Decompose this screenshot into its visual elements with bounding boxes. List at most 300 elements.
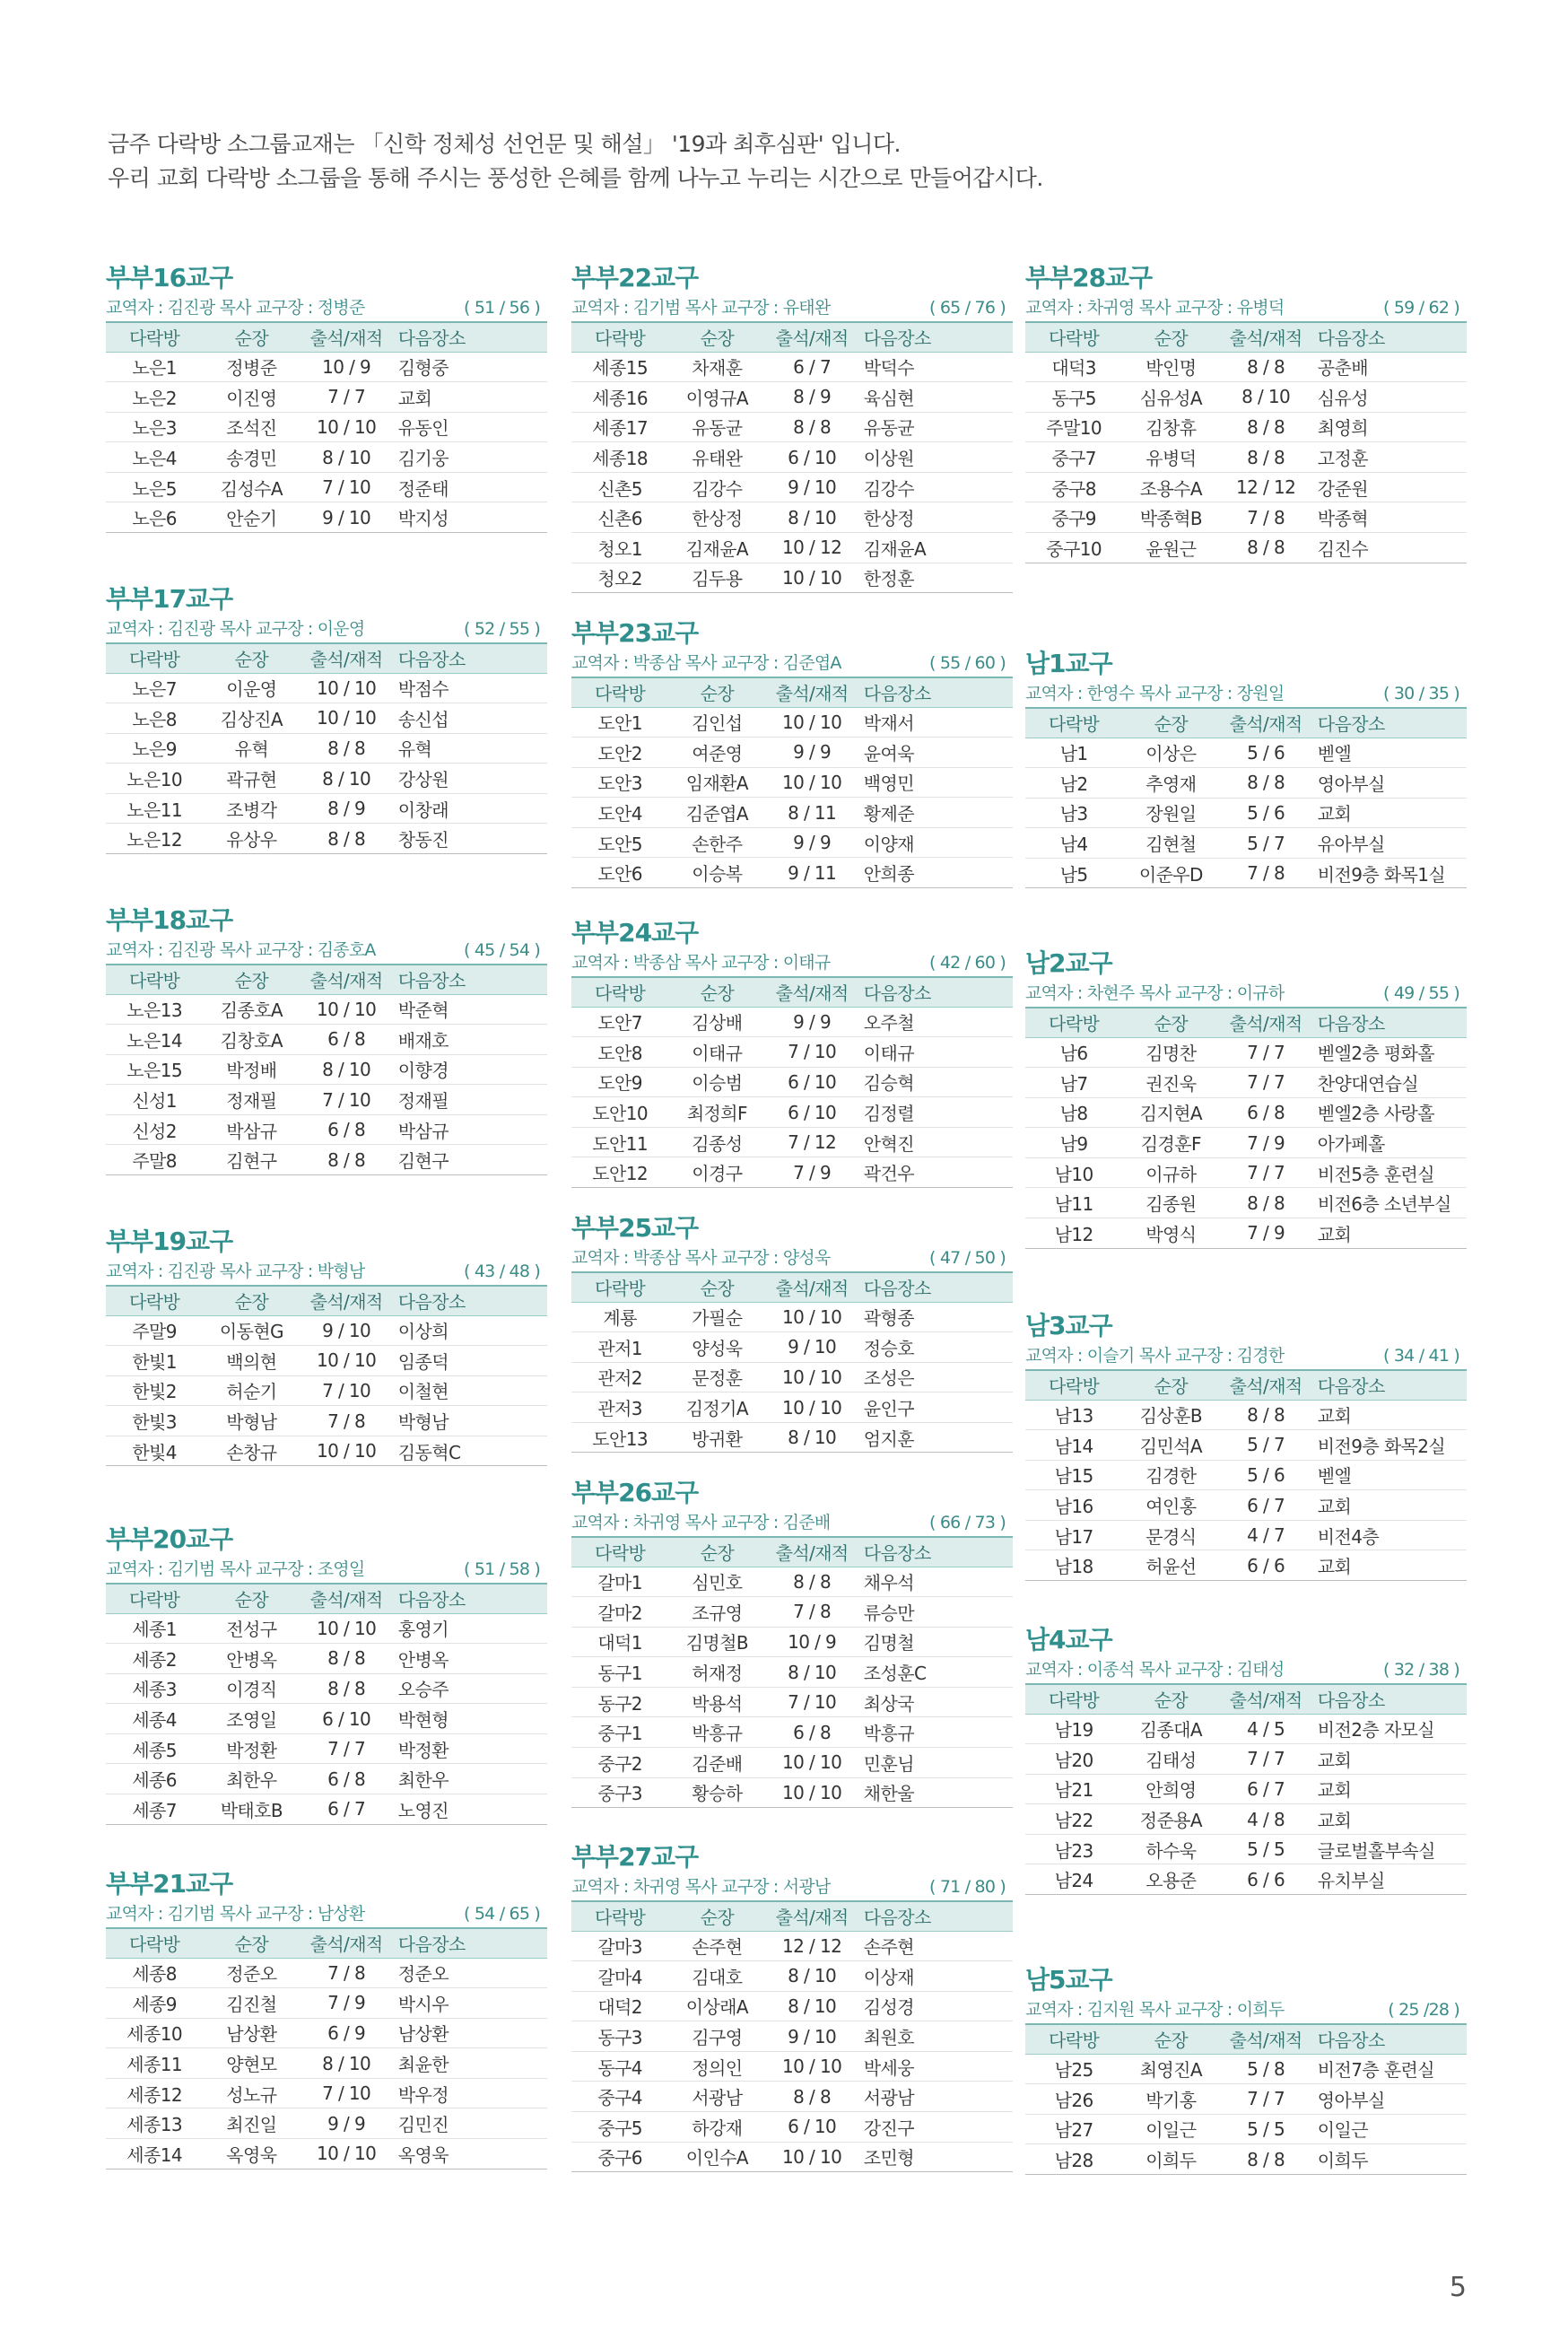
table-cell: 박삼규 bbox=[393, 1114, 547, 1145]
table-cell: 교회 bbox=[1312, 1774, 1467, 1804]
table-cell: 10 / 9 bbox=[300, 352, 392, 382]
table-cell: 여준영 bbox=[668, 738, 765, 768]
table-row bbox=[1025, 1400, 1467, 1430]
table-cell: 7 / 9 bbox=[765, 1157, 858, 1188]
table-cell: 손한주 bbox=[668, 827, 765, 858]
table-cell: 도안8 bbox=[571, 1037, 668, 1068]
column-header: 다음장소 bbox=[393, 1286, 547, 1315]
table-row bbox=[106, 733, 547, 764]
table-cell: 비전7층 훈련실 bbox=[1312, 2054, 1467, 2084]
table-row bbox=[571, 352, 1013, 382]
table-row bbox=[106, 502, 547, 533]
table-cell: 남상환 bbox=[203, 2018, 300, 2048]
table-cell: 엄지훈 bbox=[858, 1422, 1013, 1453]
table-cell: 8 / 10 bbox=[1219, 382, 1311, 413]
table-row bbox=[1025, 1804, 1467, 1835]
table-cell: 주말8 bbox=[106, 1145, 203, 1175]
column-header: 순장 bbox=[1122, 1370, 1219, 1400]
table-header-row bbox=[571, 977, 1013, 1007]
table-cell: 남15 bbox=[1025, 1460, 1122, 1490]
table-row bbox=[106, 1673, 547, 1704]
table-cell: 8 / 11 bbox=[765, 798, 858, 828]
table-cell: 김현구 bbox=[203, 1145, 300, 1175]
intro-text bbox=[108, 127, 1453, 196]
table-cell: 계룡 bbox=[571, 1302, 668, 1332]
table-cell: 강상원 bbox=[393, 764, 547, 794]
table-row bbox=[571, 1567, 1013, 1597]
table-cell: 교회 bbox=[1312, 1804, 1467, 1835]
table-cell: 황제준 bbox=[858, 798, 1013, 828]
table-cell: 8 / 8 bbox=[300, 733, 392, 764]
table-cell: 남16 bbox=[1025, 1490, 1122, 1521]
table-row bbox=[1025, 828, 1467, 859]
column-header: 출석/재적 bbox=[300, 1286, 392, 1315]
column-header: 출석/재적 bbox=[765, 1901, 858, 1931]
table-cell: 10 / 10 bbox=[765, 707, 858, 738]
table-cell: 김재윤A bbox=[858, 533, 1013, 563]
column-header: 다음장소 bbox=[393, 643, 547, 673]
table-cell: 김경훈F bbox=[1122, 1128, 1219, 1158]
table-row bbox=[106, 994, 547, 1025]
table-row bbox=[106, 703, 547, 734]
table-cell: 대덕2 bbox=[571, 1991, 668, 2021]
table-cell: 4 / 5 bbox=[1219, 1714, 1311, 1744]
table-cell: 정의인 bbox=[668, 2051, 765, 2082]
table-row bbox=[571, 1362, 1013, 1392]
table-row bbox=[106, 2018, 547, 2048]
column-header: 출석/재적 bbox=[1219, 1008, 1311, 1037]
attendance-total: ( 42 / 60 ) bbox=[929, 953, 1006, 973]
parish-title: 부부21교구 bbox=[106, 1869, 233, 1899]
table-cell: 8 / 8 bbox=[300, 1145, 392, 1175]
table-cell: 7 / 10 bbox=[765, 1687, 858, 1717]
table-cell: 8 / 8 bbox=[1219, 2144, 1311, 2175]
table-cell: 7 / 8 bbox=[765, 1597, 858, 1628]
table-cell: 최정희F bbox=[668, 1097, 765, 1128]
table-cell: 이태규 bbox=[668, 1037, 765, 1068]
table-row bbox=[106, 412, 547, 442]
parish-title: 부부18교구 bbox=[106, 905, 233, 935]
parish-staff: 교역자 : 이슬기 목사 교구장 : 김경한 bbox=[1025, 1346, 1285, 1366]
table-row bbox=[1025, 352, 1467, 382]
attendance-table bbox=[1025, 1369, 1467, 1581]
table-cell: 박종혁B bbox=[1122, 502, 1219, 533]
table-cell: 김강수 bbox=[858, 472, 1013, 502]
table-cell: 이운영 bbox=[203, 673, 300, 703]
table-cell: 세종18 bbox=[571, 442, 668, 473]
table-cell: 김종대A bbox=[1122, 1714, 1219, 1744]
column-header: 다락방 bbox=[106, 1928, 203, 1958]
table-cell: 노은13 bbox=[106, 994, 203, 1025]
table-row bbox=[571, 1067, 1013, 1097]
attendance-table bbox=[1025, 1007, 1467, 1249]
table-cell: 박흥규 bbox=[668, 1717, 765, 1748]
table-cell: 8 / 8 bbox=[1219, 768, 1311, 799]
table-cell: 남8 bbox=[1025, 1097, 1122, 1128]
table-row bbox=[571, 563, 1013, 593]
table-cell: 김동혁C bbox=[393, 1436, 547, 1466]
table-cell: 조석진 bbox=[203, 412, 300, 442]
table-cell: 유혁 bbox=[393, 733, 547, 764]
table-cell: 강진구 bbox=[858, 2112, 1013, 2143]
parish-block bbox=[106, 1523, 547, 1825]
table-row bbox=[106, 1145, 547, 1175]
table-cell: 박인명 bbox=[1122, 352, 1219, 382]
table-cell: 6 / 10 bbox=[765, 1067, 858, 1097]
table-cell: 7 / 8 bbox=[300, 1958, 392, 1988]
table-cell: 7 / 8 bbox=[1219, 858, 1311, 888]
table-cell: 유아부실 bbox=[1312, 828, 1467, 859]
table-cell: 10 / 10 bbox=[765, 1362, 858, 1392]
table-cell: 이영규A bbox=[668, 382, 765, 413]
table-cell: 8 / 8 bbox=[765, 1567, 858, 1597]
table-cell: 9 / 9 bbox=[765, 1007, 858, 1037]
column-header: 다락방 bbox=[106, 322, 203, 352]
table-cell: 7 / 8 bbox=[1219, 502, 1311, 533]
table-row bbox=[1025, 1188, 1467, 1218]
table-cell: 10 / 10 bbox=[765, 1302, 858, 1332]
table-cell: 남3 bbox=[1025, 798, 1122, 828]
table-cell: 유동균 bbox=[858, 412, 1013, 442]
parish-meta bbox=[1025, 1342, 1467, 1369]
table-row bbox=[571, 798, 1013, 828]
table-row bbox=[571, 1991, 1013, 2021]
table-cell: 10 / 10 bbox=[300, 673, 392, 703]
table-cell: 윤원근 bbox=[1122, 533, 1219, 563]
table-cell: 6 / 10 bbox=[300, 1704, 392, 1734]
column-header: 다락방 bbox=[571, 1901, 668, 1931]
table-cell: 차재훈 bbox=[668, 352, 765, 382]
table-header-row bbox=[106, 965, 547, 994]
table-cell: 비전4층 bbox=[1312, 1520, 1467, 1550]
table-cell: 5 / 6 bbox=[1219, 738, 1311, 768]
table-row bbox=[571, 2082, 1013, 2112]
table-row bbox=[1025, 2114, 1467, 2144]
table-cell: 주말9 bbox=[106, 1315, 203, 1346]
table-cell: 교회 bbox=[1312, 798, 1467, 828]
table-row bbox=[571, 707, 1013, 738]
parish-staff: 교역자 : 김기범 목사 교구장 : 남상환 bbox=[106, 1904, 365, 1924]
table-cell: 교회 bbox=[393, 382, 547, 413]
table-cell: 유태완 bbox=[668, 442, 765, 473]
table-cell: 세종2 bbox=[106, 1644, 203, 1674]
table-cell: 7 / 7 bbox=[1219, 1037, 1311, 1068]
table-cell: 이동현G bbox=[203, 1315, 300, 1346]
table-cell: 조영일 bbox=[203, 1704, 300, 1734]
table-cell: 7 / 7 bbox=[300, 382, 392, 413]
table-row bbox=[571, 1961, 1013, 1992]
table-cell: 6 / 7 bbox=[1219, 1490, 1311, 1521]
table-cell: 노은9 bbox=[106, 733, 203, 764]
table-cell: 이희두 bbox=[1122, 2144, 1219, 2175]
table-cell: 한빛3 bbox=[106, 1406, 203, 1436]
table-cell: 문정훈 bbox=[668, 1362, 765, 1392]
attendance-total: ( 34 / 41 ) bbox=[1383, 1346, 1459, 1366]
table-header-row bbox=[106, 1286, 547, 1315]
table-cell: 중구10 bbox=[1025, 533, 1122, 563]
table-cell: 노은10 bbox=[106, 764, 203, 794]
table-cell: 4 / 7 bbox=[1219, 1520, 1311, 1550]
table-cell: 도안7 bbox=[571, 1007, 668, 1037]
table-row bbox=[1025, 1430, 1467, 1461]
table-row bbox=[571, 1687, 1013, 1717]
parish-staff: 교역자 : 김진광 목사 교구장 : 김종호A bbox=[106, 940, 376, 960]
attendance-table bbox=[106, 964, 547, 1175]
table-header-row bbox=[571, 677, 1013, 707]
table-header-row bbox=[1025, 1008, 1467, 1037]
table-cell: 박우정 bbox=[393, 2078, 547, 2108]
table-cell: 남6 bbox=[1025, 1037, 1122, 1068]
column-header: 출석/재적 bbox=[300, 1928, 392, 1958]
table-cell: 벧엘 bbox=[1312, 738, 1467, 768]
table-cell: 10 / 10 bbox=[300, 1613, 392, 1644]
table-row bbox=[106, 1315, 547, 1346]
table-cell: 교회 bbox=[1312, 1490, 1467, 1521]
table-cell: 김지현A bbox=[1122, 1097, 1219, 1128]
table-cell: 세종13 bbox=[106, 2108, 203, 2139]
table-cell: 김정렬 bbox=[858, 1097, 1013, 1128]
table-cell: 남27 bbox=[1025, 2114, 1122, 2144]
table-row bbox=[1025, 1834, 1467, 1864]
column-header: 순장 bbox=[668, 322, 765, 352]
table-cell: 6 / 10 bbox=[765, 442, 858, 473]
table-row bbox=[571, 533, 1013, 563]
column-header: 다음장소 bbox=[858, 1901, 1013, 1931]
table-cell: 10 / 10 bbox=[765, 563, 858, 593]
table-cell: 이인수A bbox=[668, 2142, 765, 2172]
table-cell: 중구8 bbox=[1025, 472, 1122, 502]
table-cell: 10 / 10 bbox=[765, 1748, 858, 1778]
table-row bbox=[106, 382, 547, 413]
table-cell: 갈마3 bbox=[571, 1931, 668, 1961]
table-cell: 서광남 bbox=[668, 2082, 765, 2112]
table-cell: 세종4 bbox=[106, 1704, 203, 1734]
parish-staff: 교역자 : 김기범 목사 교구장 : 유태완 bbox=[571, 298, 831, 318]
table-cell: 권진욱 bbox=[1122, 1068, 1219, 1098]
table-row bbox=[106, 1794, 547, 1825]
parish-staff: 교역자 : 박종삼 목사 교구장 : 이태규 bbox=[571, 953, 831, 973]
table-cell: 성노규 bbox=[203, 2078, 300, 2108]
table-row bbox=[106, 824, 547, 854]
table-cell: 손창규 bbox=[203, 1436, 300, 1466]
table-header-row bbox=[571, 1901, 1013, 1931]
table-row bbox=[571, 767, 1013, 798]
parish-block bbox=[571, 262, 1013, 593]
column-header: 다음장소 bbox=[393, 965, 547, 994]
column-header: 다락방 bbox=[1025, 708, 1122, 738]
table-cell: 이희두 bbox=[1312, 2144, 1467, 2175]
table-cell: 10 / 10 bbox=[765, 1777, 858, 1808]
table-cell: 김성수A bbox=[203, 472, 300, 502]
table-header-row bbox=[571, 322, 1013, 352]
table-cell: 남9 bbox=[1025, 1128, 1122, 1158]
column-header: 다락방 bbox=[1025, 1008, 1122, 1037]
table-cell: 청오2 bbox=[571, 563, 668, 593]
table-cell: 아가페홀 bbox=[1312, 1128, 1467, 1158]
table-cell: 9 / 10 bbox=[765, 472, 858, 502]
table-cell: 10 / 10 bbox=[300, 412, 392, 442]
table-row bbox=[1025, 1550, 1467, 1581]
table-cell: 서광남 bbox=[858, 2082, 1013, 2112]
attendance-total: ( 71 / 80 ) bbox=[929, 1877, 1006, 1897]
table-row bbox=[106, 2108, 547, 2139]
table-row bbox=[106, 1375, 547, 1406]
attendance-table bbox=[571, 321, 1013, 593]
table-row bbox=[571, 738, 1013, 768]
column-header: 순장 bbox=[203, 643, 300, 673]
table-cell: 옥영욱 bbox=[203, 2139, 300, 2169]
table-cell: 세종1 bbox=[106, 1613, 203, 1644]
table-cell: 박형남 bbox=[393, 1406, 547, 1436]
column-header: 다락방 bbox=[106, 1584, 203, 1613]
column-header: 출석/재적 bbox=[765, 677, 858, 707]
table-row bbox=[571, 1777, 1013, 1808]
table-cell: 김창휴 bbox=[1122, 412, 1219, 442]
table-cell: 7 / 10 bbox=[765, 1037, 858, 1068]
table-cell: 이창래 bbox=[393, 793, 547, 824]
table-cell: 김형중 bbox=[393, 352, 547, 382]
table-cell: 8 / 8 bbox=[1219, 352, 1311, 382]
parish-block bbox=[571, 617, 1013, 888]
table-cell: 공춘배 bbox=[1312, 352, 1467, 382]
table-row bbox=[106, 1988, 547, 2019]
column-header: 다락방 bbox=[106, 643, 203, 673]
table-cell: 7 / 7 bbox=[1219, 1157, 1311, 1188]
parish-block bbox=[571, 1212, 1013, 1453]
table-cell: 동구2 bbox=[571, 1687, 668, 1717]
table-row bbox=[1025, 1864, 1467, 1895]
table-header-row bbox=[106, 322, 547, 352]
table-cell: 손주현 bbox=[858, 1931, 1013, 1961]
parish-title: 부부19교구 bbox=[106, 1227, 233, 1256]
table-cell: 최영희 bbox=[1312, 412, 1467, 442]
table-cell: 남5 bbox=[1025, 858, 1122, 888]
table-cell: 관저3 bbox=[571, 1392, 668, 1423]
table-cell: 6 / 7 bbox=[1219, 1774, 1311, 1804]
table-cell: 김진철 bbox=[203, 1988, 300, 2019]
table-cell: 9 / 9 bbox=[300, 2108, 392, 2139]
table-cell: 김명철 bbox=[858, 1627, 1013, 1657]
parish-title: 부부17교구 bbox=[106, 584, 233, 614]
parish-meta bbox=[571, 1244, 1013, 1271]
parish-staff: 교역자 : 차현주 목사 교구장 : 이규하 bbox=[1025, 983, 1285, 1003]
table-cell: 문경식 bbox=[1122, 1520, 1219, 1550]
table-row bbox=[106, 2078, 547, 2108]
table-row bbox=[571, 382, 1013, 413]
table-cell: 남2 bbox=[1025, 768, 1122, 799]
table-cell: 8 / 10 bbox=[300, 2048, 392, 2079]
table-cell: 도안9 bbox=[571, 1067, 668, 1097]
table-cell: 김종원 bbox=[1122, 1188, 1219, 1218]
table-row bbox=[106, 1958, 547, 1988]
attendance-table bbox=[1025, 1683, 1467, 1895]
table-row bbox=[1025, 502, 1467, 533]
table-cell: 세종7 bbox=[106, 1794, 203, 1825]
table-cell: 장원일 bbox=[1122, 798, 1219, 828]
table-cell: 안병옥 bbox=[203, 1644, 300, 1674]
table-cell: 남13 bbox=[1025, 1400, 1122, 1430]
parish-title: 남5교구 bbox=[1025, 1965, 1112, 1995]
table-row bbox=[106, 442, 547, 473]
table-cell: 양성욱 bbox=[668, 1332, 765, 1363]
table-cell: 도안6 bbox=[571, 858, 668, 888]
attendance-total: ( 66 / 73 ) bbox=[929, 1513, 1006, 1532]
table-cell: 류승만 bbox=[858, 1597, 1013, 1628]
column-header: 순장 bbox=[203, 1928, 300, 1958]
table-cell: 하수욱 bbox=[1122, 1834, 1219, 1864]
table-cell: 10 / 10 bbox=[765, 1392, 858, 1423]
table-row bbox=[1025, 1097, 1467, 1128]
table-cell: 8 / 10 bbox=[300, 1054, 392, 1085]
parish-block bbox=[106, 904, 547, 1175]
table-cell: 홍영기 bbox=[393, 1613, 547, 1644]
table-cell: 박재서 bbox=[858, 707, 1013, 738]
table-cell: 관저1 bbox=[571, 1332, 668, 1363]
column-header: 출석/재적 bbox=[1219, 1684, 1311, 1714]
table-row bbox=[1025, 1460, 1467, 1490]
table-cell: 정준용A bbox=[1122, 1804, 1219, 1835]
table-cell: 이경구 bbox=[668, 1157, 765, 1188]
table-cell: 세종5 bbox=[106, 1733, 203, 1764]
table-cell: 유상우 bbox=[203, 824, 300, 854]
table-cell: 노은3 bbox=[106, 412, 203, 442]
table-cell: 12 / 12 bbox=[765, 1931, 858, 1961]
column-header: 순장 bbox=[668, 1272, 765, 1302]
table-row bbox=[1025, 382, 1467, 413]
table-cell: 이철현 bbox=[393, 1375, 547, 1406]
table-cell: 대덕3 bbox=[1025, 352, 1122, 382]
table-cell: 도안11 bbox=[571, 1127, 668, 1157]
table-row bbox=[571, 1748, 1013, 1778]
table-cell: 이승범 bbox=[668, 1067, 765, 1097]
table-cell: 노은7 bbox=[106, 673, 203, 703]
parish-staff: 교역자 : 김기범 목사 교구장 : 조영일 bbox=[106, 1559, 365, 1579]
table-cell: 5 / 6 bbox=[1219, 798, 1311, 828]
table-cell: 정재필 bbox=[203, 1085, 300, 1115]
table-cell: 8 / 10 bbox=[765, 1422, 858, 1453]
table-cell: 이향경 bbox=[393, 1054, 547, 1085]
table-cell: 김종호A bbox=[203, 994, 300, 1025]
table-cell: 오용준 bbox=[1122, 1864, 1219, 1895]
table-cell: 최상국 bbox=[858, 1687, 1013, 1717]
table-cell: 양현모 bbox=[203, 2048, 300, 2079]
table-cell: 김창호A bbox=[203, 1025, 300, 1055]
table-cell: 한빛2 bbox=[106, 1375, 203, 1406]
table-cell: 조규영 bbox=[668, 1597, 765, 1628]
column-header: 순장 bbox=[1122, 2024, 1219, 2054]
table-cell: 창동진 bbox=[393, 824, 547, 854]
attendance-total: ( 51 / 56 ) bbox=[464, 298, 540, 318]
attendance-table bbox=[106, 321, 547, 533]
table-cell: 6 / 6 bbox=[1219, 1864, 1311, 1895]
table-cell: 6 / 8 bbox=[300, 1114, 392, 1145]
parish-staff: 교역자 : 김지원 목사 교구장 : 이희두 bbox=[1025, 2000, 1285, 2020]
table-cell: 7 / 7 bbox=[1219, 1744, 1311, 1775]
attendance-table bbox=[1025, 2023, 1467, 2175]
table-cell: 8 / 10 bbox=[765, 1961, 858, 1992]
column-header: 다음장소 bbox=[393, 322, 547, 352]
table-cell: 중구7 bbox=[1025, 442, 1122, 473]
table-cell: 세종16 bbox=[571, 382, 668, 413]
parish-staff: 교역자 : 김진광 목사 교구장 : 정병준 bbox=[106, 298, 365, 318]
table-cell: 8 / 10 bbox=[765, 1657, 858, 1688]
table-cell: 남19 bbox=[1025, 1714, 1122, 1744]
table-cell: 윤여욱 bbox=[858, 738, 1013, 768]
table-cell: 백의현 bbox=[203, 1346, 300, 1376]
table-row bbox=[571, 1422, 1013, 1453]
column-header: 출석/재적 bbox=[765, 1272, 858, 1302]
table-cell: 임재환A bbox=[668, 767, 765, 798]
